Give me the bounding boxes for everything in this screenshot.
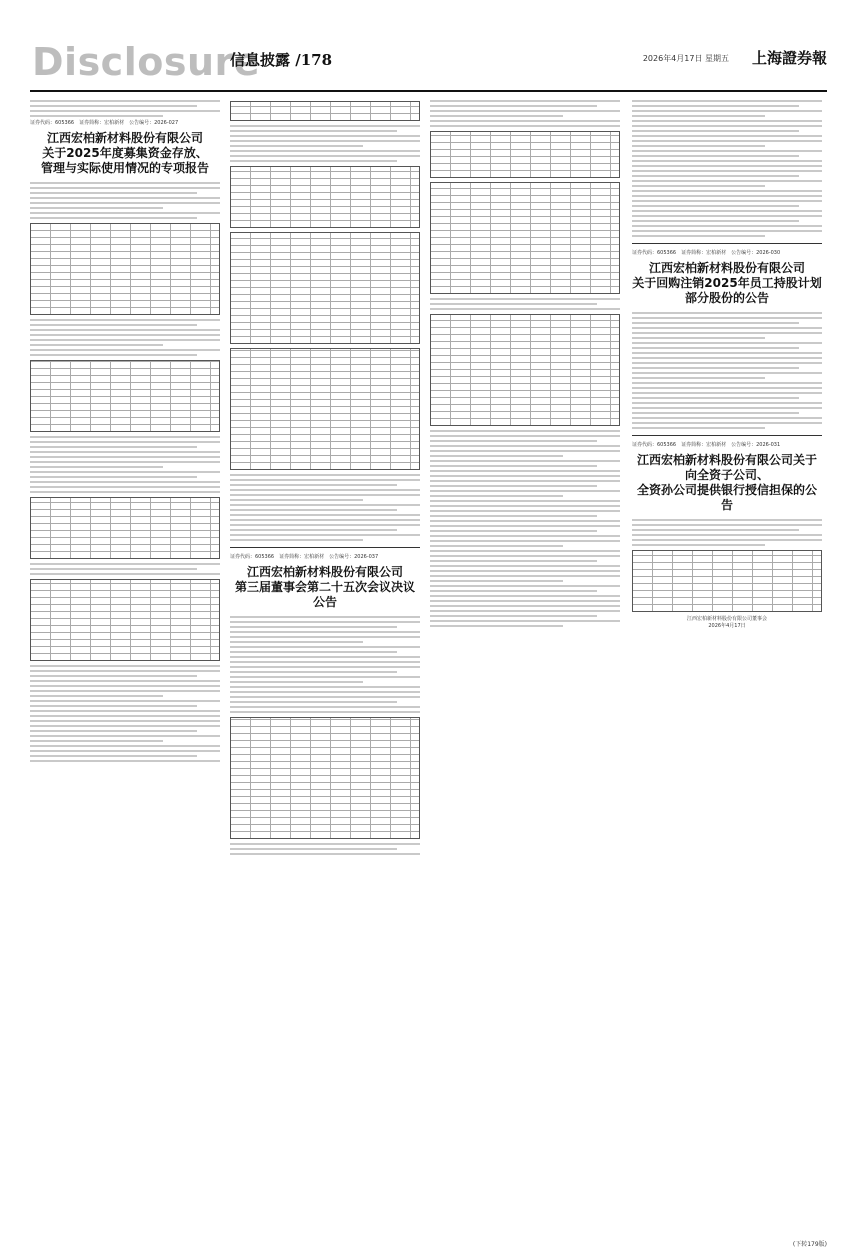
column-1 xyxy=(30,97,220,765)
column-3 xyxy=(430,97,620,630)
data-table xyxy=(430,131,620,178)
masthead xyxy=(30,37,827,89)
data-table xyxy=(230,348,420,470)
data-table xyxy=(230,717,420,839)
section-title: 信息披露 /178 xyxy=(230,51,333,69)
data-table xyxy=(230,232,420,344)
data-table xyxy=(430,314,620,426)
article-title: 江西宏柏新材料股份有限公司 关于回购注销2025年员工持股计划部分股份的公告 xyxy=(632,261,822,305)
data-table xyxy=(30,579,220,661)
data-table xyxy=(632,550,822,612)
column-4 xyxy=(632,97,822,630)
newspaper-name: 上海證券報 xyxy=(751,49,827,67)
article-title: 江西宏柏新材料股份有限公司 关于2025年度募集资金存放、 管理与实际使用情况的专项报告 xyxy=(40,131,209,175)
footer-date: 2026年4月17日 xyxy=(708,623,746,629)
article-title: 江西宏柏新材料股份有限公司 第三届董事会第二十五次会议决议公告 xyxy=(234,565,415,609)
article-code: 证券代码：605366 证券简称：宏柏新材 公告编号：2026-030 xyxy=(632,250,781,256)
data-table xyxy=(430,182,620,294)
article-code: 证券代码：605366 证券简称：宏柏新材 公告编号：2026-031 xyxy=(632,442,781,448)
data-table xyxy=(230,101,420,121)
brand-logo: Disclosure xyxy=(32,40,261,84)
article-title: 江西宏柏新材料股份有限公司关于向全资子公司、 全资孙公司提供银行授信担保的公告 xyxy=(636,453,817,512)
data-table xyxy=(30,223,220,315)
article-code: 证券代码：605366 证券简称：宏柏新材 公告编号：2026-037 xyxy=(230,554,379,560)
data-table xyxy=(30,497,220,559)
issue-date: 2026年4月17日 星期五 xyxy=(642,54,729,63)
data-table xyxy=(30,360,220,432)
continued-note: (下转179版) xyxy=(792,1241,827,1248)
article-code: 证券代码：605366 证券简称：宏柏新材 公告编号：2026-027 xyxy=(30,120,179,126)
data-table xyxy=(230,166,420,228)
column-2 xyxy=(230,97,420,858)
footer-company: 江西宏柏新材料股份有限公司董事会 xyxy=(686,616,767,622)
masthead-rule xyxy=(30,90,827,92)
